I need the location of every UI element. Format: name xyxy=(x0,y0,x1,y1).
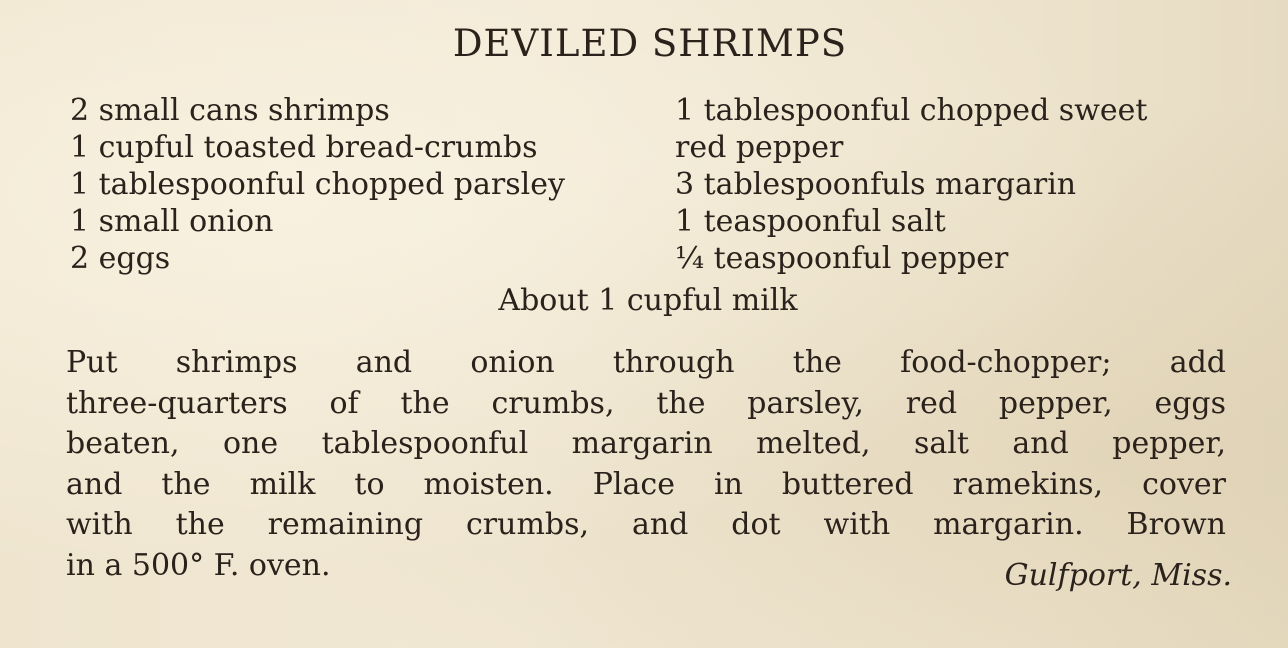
method-line: with the remaining crumbs, and dot with margarin. Brown xyxy=(66,507,1226,542)
ingredient-item: 1 small onion xyxy=(70,204,274,239)
ingredient-centered: About 1 cupful milk xyxy=(498,283,798,318)
ingredient-item: 3 tablespoonfuls margarin xyxy=(675,167,1077,202)
ingredient-item: 2 eggs xyxy=(70,241,171,276)
method-line: in a 500° F. oven. xyxy=(66,547,331,583)
method-line: beaten, one tablespoonful margarin melted, salt and pepper, xyxy=(66,426,1226,461)
method-line: and the milk to moisten. Place in buttered ramekins, cover xyxy=(66,466,1226,502)
ingredient-item-continuation: red pepper xyxy=(675,130,844,165)
ingredient-item: 1 tablespoonful chopped parsley xyxy=(70,167,565,202)
ingredients-list xyxy=(70,92,1240,292)
method-line: Put shrimps and onion through the food-chopper; add xyxy=(66,345,1226,380)
ingredients-right-column xyxy=(675,92,1147,277)
ingredient-item: 1 teaspoonful salt xyxy=(675,204,946,239)
ingredient-item: ¼ teaspoonful pepper xyxy=(675,241,1009,276)
ingredient-item: 1 tablespoonful chopped sweet xyxy=(675,93,1148,128)
method-paragraph xyxy=(66,343,1226,586)
ingredient-item: 2 small cans shrimps xyxy=(70,93,390,128)
ingredients-left-column xyxy=(70,92,565,277)
recipe-title: DEVILED SHRIMPS xyxy=(452,22,848,65)
recipe-source: Gulfport, Miss. xyxy=(1004,558,1232,593)
ingredient-item: 1 cupful toasted bread-crumbs xyxy=(70,130,538,165)
method-line: three-quarters of the crumbs, the parsley, red pepper, eggs xyxy=(66,385,1226,421)
